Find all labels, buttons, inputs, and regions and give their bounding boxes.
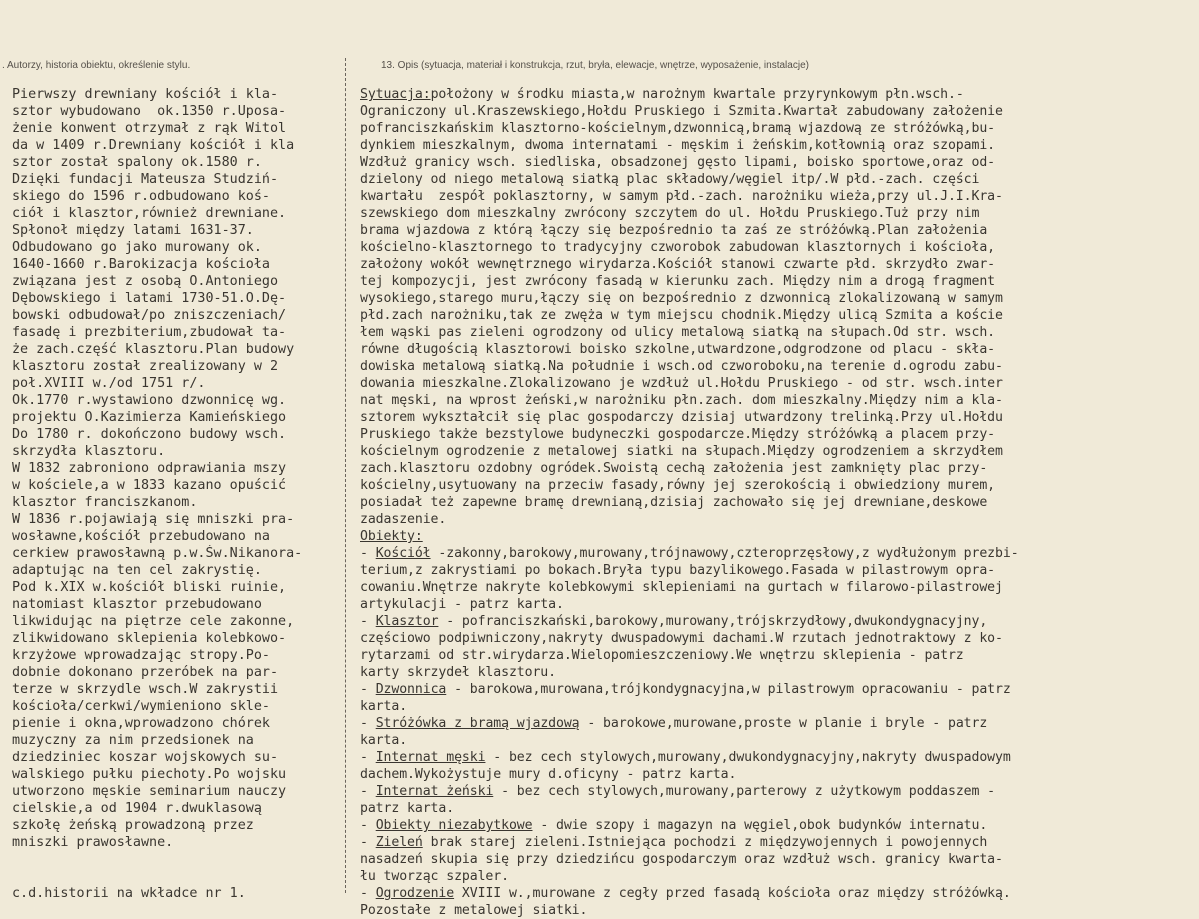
line-text: posiadał też zapewne bramę drewnianą,dzisiaj zachowało się jej drewniane,deskowe — [360, 495, 988, 510]
history-line: projektu O.Kazimierza Kamieńskiego — [12, 410, 287, 425]
history-line: szkołę żeńską prowadzoną przez — [12, 818, 254, 833]
line-text: cowaniu.Wnętrze nakryte kolebkowymi sklepieniami na gurtach w filarowo-pilastrowej — [360, 580, 1003, 595]
description-line — [360, 154, 1198, 171]
description-line — [360, 222, 1198, 239]
description-line — [360, 681, 1198, 698]
section-heading: Ogrodzenie — [375, 886, 455, 901]
description-line — [360, 817, 1198, 834]
line-text: zach.klasztoru ozdobny ogródek.Swoistą cechą założenia jest zamknięty plac przy- — [360, 461, 988, 476]
line-text: położony w środku miasta,w narożnym kwartale przyrynkowym płn.wsch.- — [430, 87, 964, 102]
history-line: Ok.1770 r.wystawiono dzwonnicę wg. — [12, 393, 287, 408]
line-text: -zakonny,barokowy,murowany,trójnawowy,czteroprzęsłowy,z wydłużonym prezbi- — [430, 546, 1019, 561]
history-line: dziedziniec koszar wojskowych su- — [12, 750, 279, 765]
description-line — [360, 647, 1198, 664]
list-dash: - — [360, 835, 376, 850]
history-line: walskiego pułku piechoty.Po wojsku — [12, 767, 287, 782]
section-heading: Obiekty niezabytkowe — [375, 818, 533, 833]
line-text: równe długością klasztorowi boisko szkolne,utwardzone,odgrodzone od placu - skła- — [360, 342, 996, 357]
history-line: poł.XVIII w./od 1751 r/. — [12, 376, 206, 391]
description-line — [360, 290, 1198, 307]
description-line — [360, 698, 1198, 715]
description-line — [360, 715, 1198, 732]
history-line: skiego do 1596 r.odbudowano koś- — [12, 189, 270, 204]
history-continuation-note: c.d.historii na wkładce nr 1. — [12, 886, 246, 901]
line-text: - barokowe,murowane,proste w planie i bryle - patrz — [579, 716, 988, 731]
line-text: dynkiem mieszkalnym, dwoma internatami - męskim i żeńskim,kotłownią oraz szopami. — [360, 138, 996, 153]
description-line — [360, 613, 1198, 630]
history-line: likwidując na piętrze cele zakonne, — [12, 614, 295, 629]
history-line: sztor wybudowano ok.1350 r.Uposa- — [12, 104, 287, 119]
description-line — [360, 562, 1198, 579]
description-line — [360, 783, 1198, 800]
description-line — [360, 426, 1198, 443]
description-line — [360, 800, 1198, 817]
list-dash: - — [360, 750, 376, 765]
section-heading: Sytuacja: — [360, 87, 431, 102]
history-line: Do 1780 r. dokończono budowy wsch. — [12, 427, 287, 442]
line-text: brak starej zieleni.Istniejąca pochodzi z międzywojennych i powojennych — [422, 835, 988, 850]
history-line: W 1836 r.pojawiają się mniszki pra- — [12, 512, 295, 527]
list-dash: - — [360, 886, 376, 901]
description-line — [360, 205, 1198, 222]
history-line: klasztoru został zrealizowany w 2 — [12, 359, 279, 374]
list-dash: - — [360, 614, 376, 629]
history-line: Spłonoł między latami 1631-37. — [12, 223, 254, 238]
description-line — [360, 392, 1198, 409]
history-line: związana jest z osobą O.Antoniego — [12, 274, 279, 289]
history-line: w kościele,a w 1833 kazano opuścić — [12, 478, 287, 493]
line-text: brama wjazdowa z którą łączy się bezpośrednio ta zaś ze stróżówką.Plan założenia — [360, 223, 988, 238]
section-heading: Internat żeński — [375, 784, 494, 799]
line-text: terium,z zakrystiami po bokach.Bryła typu bazylikowego.Fasada w pilastrowym opra- — [360, 563, 996, 578]
history-line: zlikwidowano sklepienia kolebkowo- — [12, 631, 287, 646]
line-text: dowania mieszkalne.Zlokalizowano je wzdłuż ul.Hołdu Pruskiego - od str. wsch.inter — [360, 376, 1003, 391]
line-text: łu tworząc szpaler. — [360, 869, 509, 884]
description-line — [360, 86, 1198, 103]
list-dash: - — [360, 546, 376, 561]
list-dash: - — [360, 818, 376, 833]
section-heading: Internat męski — [375, 750, 486, 765]
line-text: sztorem wykształcił się plac gospodarczy dzisiaj utwardzony trelinką.Przy ul.Hołdu — [360, 410, 1003, 425]
history-line: sztor został spalony ok.1580 r. — [12, 155, 262, 170]
description-line — [360, 171, 1198, 188]
list-dash: - — [360, 784, 376, 799]
history-line: krzyżowe wprowadzając stropy.Po- — [12, 648, 270, 663]
description-line — [360, 137, 1198, 154]
description-line — [360, 443, 1198, 460]
history-line: da w 1409 r.Drewniany kościół i kla — [12, 138, 295, 153]
list-dash: - — [360, 716, 376, 731]
description-line — [360, 749, 1198, 766]
section-heading: Stróżówka z bramą wjazdową — [375, 716, 580, 731]
section-heading: Dzwonnica — [375, 682, 447, 697]
history-line: utworzono męskie seminarium nauczy — [12, 784, 287, 799]
history-line: 1640-1660 r.Barokizacja kościoła — [12, 257, 270, 272]
history-line: dobnie dokonano przeróbek na par- — [12, 665, 279, 680]
line-text: dowiska metalową siatką.Na południe i wsch.od czworoboku,na terenie d.ogrodu zabu- — [360, 359, 1003, 374]
history-line: muzyczny za nim przedsionek na — [12, 733, 254, 748]
description-line — [360, 256, 1198, 273]
line-text: Ograniczony ul.Kraszewskiego,Hołdu Pruskiego i Szmita.Kwartał zabudowany założenie — [360, 104, 1003, 119]
description-line — [360, 188, 1198, 205]
line-text: karta. — [360, 699, 408, 714]
column-divider — [345, 58, 347, 893]
history-column — [12, 86, 344, 902]
description-line — [360, 273, 1198, 290]
description-line — [360, 528, 1198, 545]
line-text: rytarzami od str.wirydarza.Wielopomieszczeniowy.We wnętrzu sklepienia - patrz — [360, 648, 964, 663]
line-text: Wzdłuż granicy wsch. siedliska, obsadzonej gęsto lipami, boisko sportowe,oraz od- — [360, 155, 996, 170]
description-line — [360, 477, 1198, 494]
history-line: żenie konwent otrzymał z rąk Witol — [12, 121, 287, 136]
history-line: pienie i okna,wprowadzono chórek — [12, 716, 270, 731]
history-line: skrzydła klasztoru. — [12, 444, 166, 459]
line-text: Pruskiego także bezstylowe budyneczki gospodarcze.Między stróżówką a placem przy- — [360, 427, 996, 442]
description-line — [360, 851, 1198, 868]
line-text: karty skrzydeł klasztoru. — [360, 665, 556, 680]
history-line: terze w skrzydle wsch.W zakrystii — [12, 682, 279, 697]
section-heading: Klasztor — [375, 614, 439, 629]
left-column-header: . Autorzy, historia obiektu, określenie stylu. — [2, 60, 191, 71]
line-text: tej kompozycji, jest zwrócony fasadą w kierunku zach. Między nim a drogą fragment — [360, 274, 996, 289]
line-text: wysokiego,starego muru,łączy się on bezpośrednio z dzwonnicą zlokalizowaną w samym — [360, 291, 1003, 306]
history-line: ciół i klasztor,również drewniane. — [12, 206, 287, 221]
section-heading: Zieleń — [375, 835, 423, 850]
description-line — [360, 545, 1198, 562]
history-line: Pierwszy drewniany kościół i kla- — [12, 87, 279, 102]
section-heading: Kościół — [375, 546, 431, 561]
description-line — [360, 358, 1198, 375]
line-text: kwartału zespół poklasztorny, w samym płd.-zach. narożniku wieża,przy ul.J.I.Kra- — [360, 189, 1003, 204]
history-line: mniszki prawosławne. — [12, 835, 174, 850]
description-line — [360, 834, 1198, 851]
history-line: Dębowskiego i latami 1730-51.O.Dę- — [12, 291, 287, 306]
history-line: że zach.część klasztoru.Plan budowy — [12, 342, 295, 357]
description-line — [360, 239, 1198, 256]
description-line — [360, 596, 1198, 613]
description-column — [360, 86, 1198, 919]
line-text: XVIII w.,murowane z cegły przed fasadą kościoła oraz między stróżówką. — [454, 886, 1011, 901]
description-line — [360, 511, 1198, 528]
line-text: kościelny,usytuowany na przeciw fasady,równy jej szerokością i obwiedziony murem, — [360, 478, 996, 493]
line-text: - pofranciszkański,barokowy,murowany,trójskrzydłowy,dwukondygnacyjny, — [438, 614, 988, 629]
description-line — [360, 324, 1198, 341]
description-line — [360, 375, 1198, 392]
description-line — [360, 494, 1198, 511]
description-line — [360, 120, 1198, 137]
description-line — [360, 732, 1198, 749]
line-text: kościelno-klasztornego to tradycyjny czworobok zabudowan klasztornych i kościoła, — [360, 240, 996, 255]
history-line: Odbudowano go jako murowany ok. — [12, 240, 262, 255]
line-text: - bez cech stylowych,murowany,parterowy z użytkowym poddaszem - — [493, 784, 996, 799]
section-heading: Obiekty: — [360, 529, 423, 544]
line-text: zadaszenie. — [360, 512, 447, 527]
line-text: płd.zach narożniku,tak ze zwęża w tym miejscu chodnik.Między ulicą Szmita a koście — [360, 308, 1003, 323]
history-line: klasztor franciszkanom. — [12, 495, 198, 510]
description-line — [360, 579, 1198, 596]
line-text: Pozostałe z metalowej siatki. — [360, 903, 588, 918]
line-text: nasadzeń skupia się przy dziedzińcu gospodarczym oraz wzdłuż wsch. granicy kwarta- — [360, 852, 1003, 867]
line-text: - barokowa,murowana,trójkondygnacyjna,w pilastrowym opracowaniu - patrz — [446, 682, 1011, 697]
history-line: kościoła/cerkwi/wymieniono skle- — [12, 699, 270, 714]
description-line — [360, 307, 1198, 324]
line-text: artykulacji - patrz karta. — [360, 597, 564, 612]
description-line — [360, 664, 1198, 681]
description-line — [360, 630, 1198, 647]
history-line: bowski odbudował/po zniszczeniach/ — [12, 308, 287, 323]
right-column-header: 13. Opis (sytuacja, materiał i konstrukcja, rzut, bryła, elewacje, wnętrze, wyposażenie, instalacje) — [381, 60, 809, 71]
history-line: cielskie,a od 1904 r.dwuklasową — [12, 801, 262, 816]
line-text: karta. — [360, 733, 408, 748]
history-line: W 1832 zabroniono odprawiania mszy — [12, 461, 287, 476]
line-text: łem wąski pas zieleni ogrodzony od ulicy metalową siatką na słupach.Od str. wsch. — [360, 325, 996, 340]
line-text: patrz karta. — [360, 801, 455, 816]
description-line — [360, 766, 1198, 783]
history-line: fasadę i prezbiterium,zbudował ta- — [12, 325, 287, 340]
description-line — [360, 409, 1198, 426]
history-line: adaptując na ten cel zakrystię. — [12, 563, 262, 578]
history-line: wosławne,kościół przebudowano na — [12, 529, 270, 544]
line-text: - dwie szopy i magazyn na węgiel,obok budynków internatu. — [532, 818, 988, 833]
description-line — [360, 885, 1198, 902]
line-text: częściowo podpiwniczony,nakryty dwuspadowymi dachami.W rzutach jednotraktowy z ko- — [360, 631, 1003, 646]
line-text: - bez cech stylowych,murowany,dwukondygnacyjny,nakryty dwuspadowym — [485, 750, 1011, 765]
line-text: pofranciszkańskim klasztorno-kościelnym,dzwonnicą,bramą wjazdową ze stróżówką,bu- — [360, 121, 996, 136]
line-text: kościelnym ogrodzenie z metalowej siatki na słupach.Między ogrodzeniem a skrzydłem — [360, 444, 1003, 459]
list-dash: - — [360, 682, 376, 697]
line-text: założony wokół wewnętrznego wirydarza.Kościół stanowi czwarte płd. skrzydło zwar- — [360, 257, 996, 272]
description-line — [360, 902, 1198, 919]
history-line: cerkiew prawosławną p.w.Św.Nikanora- — [12, 546, 303, 561]
description-line — [360, 460, 1198, 477]
history-line: Dzięki fundacji Mateusza Studziń- — [12, 172, 279, 187]
history-line: Pod k.XIX w.kościół bliski ruinie, — [12, 580, 287, 595]
description-line — [360, 341, 1198, 358]
line-text: dachem.Wykożystuje mury d.oficyny - patrz karta. — [360, 767, 737, 782]
line-text: dzielony od niego metalową siatką plac składowy/węgiel itp/.W płd.-zach. części — [360, 172, 980, 187]
description-line — [360, 868, 1198, 885]
history-line: natomiast klasztor przebudowano — [12, 597, 262, 612]
line-text: szewskiego dom mieszkalny zwrócony szczytem do ul. Hołdu Pruskiego.Tuż przy nim — [360, 206, 980, 221]
line-text: nat męski, na wprost żeński,w narożniku płn.zach. dom mieszkalny.Między nim a kla- — [360, 393, 1003, 408]
description-line — [360, 103, 1198, 120]
